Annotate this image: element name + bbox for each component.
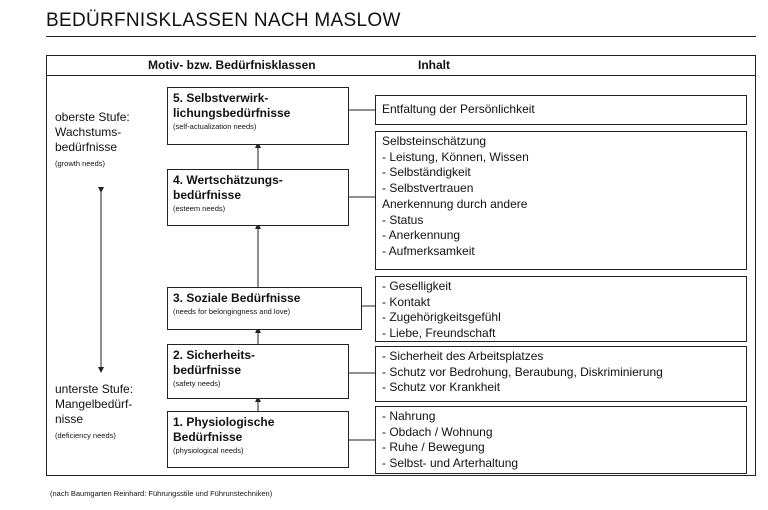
- content-line: - Schutz vor Krankheit: [382, 380, 501, 395]
- content-line: Anerkennung durch andere: [382, 196, 528, 211]
- content-level-1: [375, 406, 747, 474]
- content-line: - Obdach / Wohnung: [382, 424, 493, 439]
- content-line: - Anerkennung: [382, 228, 461, 243]
- level-2-title: 2. Sicherheits- bedürfnisse: [173, 348, 256, 377]
- level-5-box: [167, 87, 349, 145]
- level-3-title: 3. Soziale Bedürfnisse: [173, 291, 301, 305]
- side-bottom-sub: (deficiency needs): [55, 431, 116, 440]
- content-line: - Status: [382, 212, 424, 227]
- source-note: (nach Baumgarten Reinhard: Führungsstile und Führunstechniken): [50, 489, 273, 498]
- content-line: - Schutz vor Bedrohung, Beraubung, Diskriminierung: [382, 364, 663, 379]
- side-top-sub: (growth needs): [55, 159, 106, 168]
- level-5-title: 5. Selbstverwirk- lichungsbedürfnisse: [173, 91, 291, 120]
- content-line: - Sicherheit des Arbeitsplatzes: [382, 349, 544, 363]
- content-line: - Nahrung: [382, 409, 436, 423]
- content-line: - Ruhe / Bewegung: [382, 440, 485, 455]
- level-2-sub: (safety needs): [173, 379, 221, 388]
- side-bottom-label: unterste Stufe: Mangelbedürf- nisse: [55, 382, 134, 426]
- level-3-sub: (needs for belongingness and love): [173, 307, 291, 316]
- level-4-sub: (esteem needs): [173, 204, 226, 213]
- content-line: - Leistung, Können, Wissen: [382, 149, 529, 164]
- side-top-label: oberste Stufe: Wachstums- bedürfnisse: [55, 110, 130, 154]
- content-line: Entfaltung der Persönlichkeit: [382, 102, 535, 116]
- content-line: - Geselligkeit: [382, 279, 452, 293]
- content-line: - Aufmerksamkeit: [382, 243, 475, 258]
- level-4-box: [167, 169, 349, 226]
- content-line: - Liebe, Freundschaft: [382, 326, 496, 341]
- header-needs-classes: Motiv- bzw. Bedürfnisklassen: [148, 58, 316, 72]
- level-1-sub: (physiological needs): [173, 446, 244, 455]
- content-line: - Selbstvertrauen: [382, 181, 474, 196]
- level-2-box: [167, 344, 349, 399]
- level-1-box: [167, 411, 349, 468]
- page-title: BEDÜRFNISKLASSEN NACH MASLOW: [46, 10, 401, 31]
- content-line: - Zugehörigkeitsgefühl: [382, 310, 501, 325]
- content-line: - Selbständigkeit: [382, 165, 471, 180]
- content-level-3: [375, 276, 747, 342]
- content-level-2: [375, 346, 747, 402]
- content-line: - Kontakt: [382, 294, 431, 309]
- content-line: - Selbst- und Arterhaltung: [382, 456, 519, 471]
- level-5-sub: (self-actualization needs): [173, 122, 257, 131]
- level-3-box: [167, 287, 362, 330]
- header-content: Inhalt: [418, 58, 450, 72]
- level-4-title: 4. Wertschätzungs- bedürfnisse: [173, 173, 283, 202]
- content-level-4: [375, 131, 747, 270]
- content-line: Selbsteinschätzung: [382, 134, 487, 148]
- level-1-title: 1. Physiologische Bedürfnisse: [173, 415, 275, 444]
- content-level-5: [375, 95, 747, 125]
